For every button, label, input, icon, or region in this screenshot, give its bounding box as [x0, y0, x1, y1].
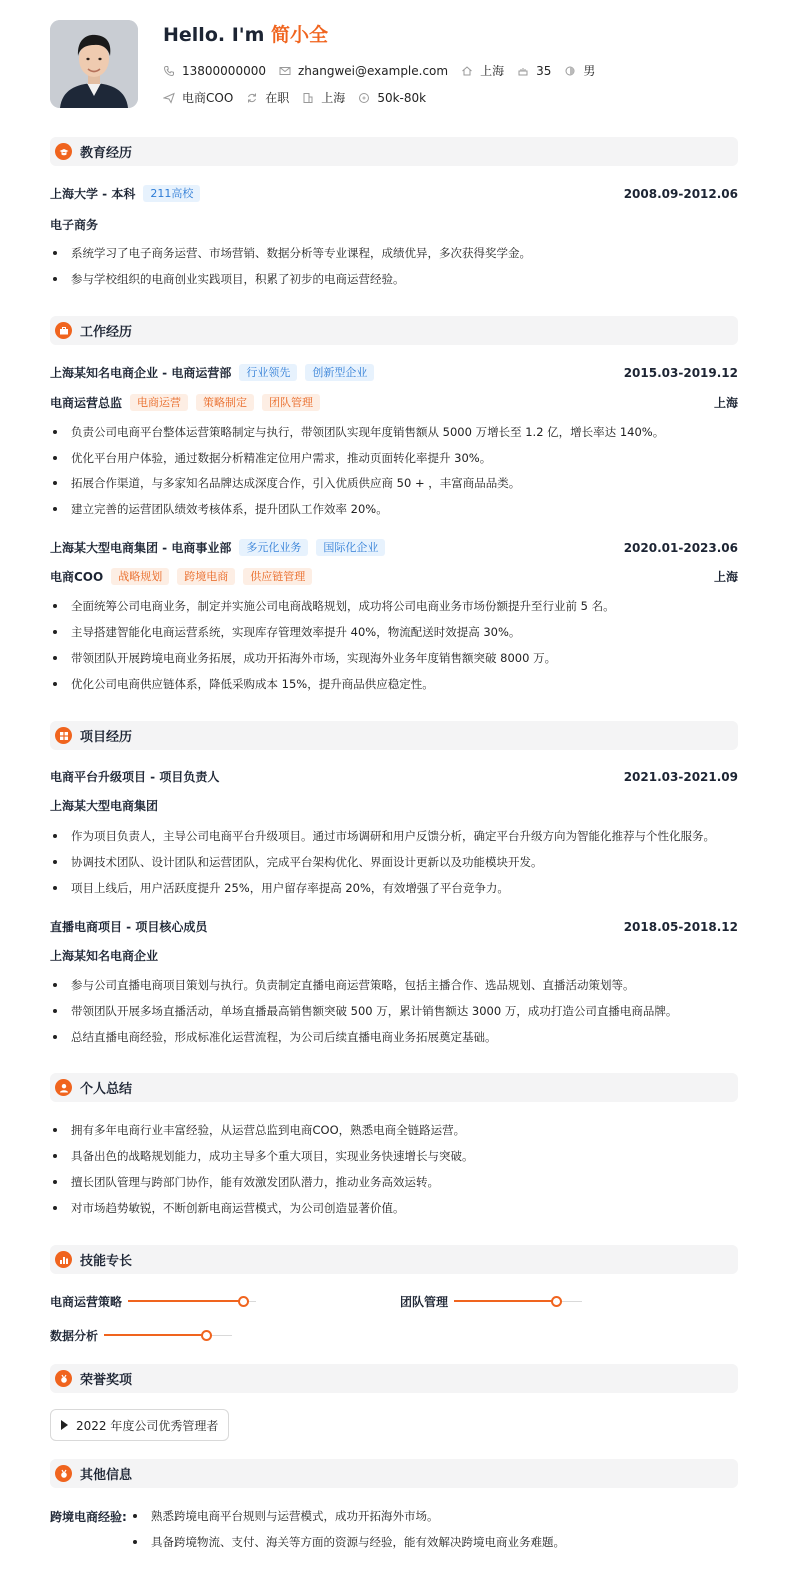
greeting-text: Hello. I'm	[163, 24, 265, 46]
company-tag: 创新型企业	[305, 364, 374, 381]
job-location: 上海	[713, 396, 738, 410]
gender-item	[564, 62, 595, 79]
building-icon	[302, 92, 314, 104]
project-name: 电商平台升级项目 - 项目负责人	[50, 770, 220, 784]
mail-icon	[279, 65, 291, 77]
coin-icon	[358, 92, 370, 104]
skill-tag: 战略规划	[111, 568, 169, 585]
phone-item	[163, 64, 266, 78]
award-item[interactable]	[50, 1409, 229, 1441]
user-icon	[55, 1079, 72, 1096]
job-row	[50, 539, 738, 556]
company-tag: 多元化业务	[239, 539, 308, 556]
job-row	[50, 364, 738, 381]
graduation-cap-icon	[55, 143, 72, 160]
project-org: 上海某知名电商企业	[50, 949, 159, 963]
list-item: 带领团队开展跨境电商业务拓展，成功开拓海外市场，实现海外业务年度销售额突破 8000 万。	[50, 650, 750, 666]
position-item	[163, 89, 233, 106]
list-item: 总结直播电商经验，形成标准化运营流程，为公司后续直播电商业务拓展奠定基础。	[50, 1029, 750, 1045]
greeting	[163, 20, 328, 47]
candidate-name: 简小全	[271, 24, 329, 46]
list-item: 对市场趋势敏锐，不断创新电商运营模式，为公司创造显著价值。	[50, 1200, 750, 1216]
send-icon	[163, 92, 175, 104]
city-item	[461, 62, 504, 79]
section-title: 技能专长	[80, 1254, 133, 1269]
school-name: 上海大学 - 本科	[50, 187, 136, 201]
skill-level-knob	[551, 1296, 562, 1307]
project-org-row	[50, 947, 738, 964]
award-text: 2022 年度公司优秀管理者	[76, 1418, 219, 1433]
job-location: 上海	[713, 570, 738, 584]
list-item: 协调技术团队、设计团队和运营团队，完成平台架构优化、界面设计更新以及功能模块开发。	[50, 854, 750, 870]
skill-tag: 团队管理	[262, 394, 320, 411]
section-title: 其他信息	[80, 1468, 133, 1483]
other-label: 跨境电商经验:	[50, 1510, 127, 1524]
status-item	[246, 89, 289, 106]
section-header-summary	[50, 1073, 738, 1102]
list-item: 优化公司电商供应链体系，降低采购成本 15%，提升商品供应稳定性。	[50, 676, 750, 692]
project-date: 2018.05-2018.12	[623, 919, 738, 934]
section-title: 项目经历	[80, 730, 133, 745]
project-org: 上海某大型电商集团	[50, 799, 159, 813]
section-header-education	[50, 137, 738, 166]
company-name: 上海某大型电商集团 - 电商事业部	[50, 541, 232, 555]
position-text: 电商COO	[182, 91, 234, 105]
phone-icon	[163, 65, 175, 77]
section-header-projects	[50, 721, 738, 750]
list-item: 系统学习了电子商务运营、市场营销、数据分析等专业课程，成绩优异，多次获得奖学金。	[50, 245, 750, 261]
skill-tag: 策略制定	[196, 394, 254, 411]
list-item: 带领团队开展多场直播活动，单场直播最高销售额突破 500 万，累计销售额达 3000 万，成功打造公司直播电商品牌。	[50, 1003, 750, 1019]
section-title: 个人总结	[80, 1082, 133, 1097]
skill-item	[50, 1293, 256, 1310]
list-item: 优化平台用户体验，通过数据分析精准定位用户需求，推动页面转化率提升 30%。	[50, 450, 750, 466]
skill-name: 数据分析	[50, 1329, 99, 1343]
status-text: 在职	[265, 91, 290, 105]
bar-chart-icon	[55, 1251, 72, 1268]
education-row	[50, 185, 738, 202]
caret-right-icon	[61, 1420, 68, 1430]
skill-tag: 电商运营	[130, 394, 188, 411]
medal-icon	[55, 1370, 72, 1387]
email-text: zhangwei@example.com	[297, 63, 449, 78]
home-icon	[461, 65, 473, 77]
list-item: 参与公司直播电商项目策划与执行。负责制定直播电商运营策略，包括主播合作、选品规划、直播活动策划等。	[50, 977, 750, 993]
school-tag: 211高校	[143, 185, 200, 202]
skill-level-bar	[454, 1297, 582, 1307]
skill-tag: 供应链管理	[243, 568, 312, 585]
project-name: 直播电商项目 - 项目核心成员	[50, 920, 208, 934]
list-item: 具备跨境物流、支付、海关等方面的资源与经验，能有效解决跨境电商业务难题。	[130, 1534, 730, 1550]
gender-icon	[564, 65, 576, 77]
skill-level-bar	[128, 1297, 256, 1307]
list-item: 全面统筹公司电商业务，制定并实施公司电商战略规划，成功将公司电商业务市场份额提升至行业前 5 名。	[50, 598, 750, 614]
target-city-item	[302, 89, 345, 106]
list-item: 拥有多年电商行业丰富经验，从运营总监到电商COO，熟悉电商全链路运营。	[50, 1122, 750, 1138]
major-row	[50, 216, 738, 233]
list-item: 熟悉跨境电商平台规则与运营模式，成功开拓海外市场。	[130, 1508, 730, 1524]
list-item: 拓展合作渠道，与多家知名品牌达成深度合作，引入优质供应商 50 + ，丰富商品品类。	[50, 475, 750, 491]
avatar	[50, 20, 138, 108]
section-title: 教育经历	[80, 146, 133, 161]
salary-item	[358, 91, 426, 105]
list-item: 具备出色的战略规划能力，成功主导多个重大项目，实现业务快速增长与突破。	[50, 1148, 750, 1164]
job-date: 2015.03-2019.12	[623, 365, 738, 380]
list-item: 建立完善的运营团队绩效考核体系，提升团队工作效率 20%。	[50, 501, 750, 517]
target-city-text: 上海	[321, 91, 346, 105]
list-item: 参与学校组织的电商创业实践项目，积累了初步的电商运营经验。	[50, 271, 750, 287]
skill-tag: 跨境电商	[177, 568, 235, 585]
skill-level-bar	[104, 1331, 232, 1341]
job-intent-row	[163, 89, 439, 106]
job-role: 电商运营总监	[50, 396, 123, 410]
grid-icon	[55, 727, 72, 744]
role-row	[50, 394, 738, 411]
project-row	[50, 918, 738, 935]
skill-item	[400, 1293, 582, 1310]
city-text: 上海	[480, 64, 505, 78]
skill-name: 电商运营策略	[50, 1295, 123, 1309]
sync-icon	[246, 92, 258, 104]
company-name: 上海某知名电商企业 - 电商运营部	[50, 366, 232, 380]
skill-name: 团队管理	[400, 1295, 449, 1309]
list-item: 作为项目负责人，主导公司电商平台升级项目。通过市场调研和用户反馈分析，确定平台升级方向为智能化推荐与个性化服务。	[50, 828, 750, 844]
list-item: 项目上线后，用户活跃度提升 25%，用户留存率提高 20%，有效增强了平台竞争力。	[50, 880, 750, 896]
phone-text: 13800000000	[182, 63, 266, 78]
briefcase-icon	[55, 322, 72, 339]
gender-text: 男	[583, 64, 596, 78]
cake-icon	[517, 65, 529, 77]
skill-item	[50, 1327, 232, 1344]
section-header-other	[50, 1459, 738, 1488]
role-row	[50, 568, 738, 585]
project-date: 2021.03-2021.09	[623, 769, 738, 784]
skill-level-knob	[201, 1330, 212, 1341]
company-tag: 行业领先	[239, 364, 297, 381]
age-item	[517, 64, 551, 78]
list-item: 主导搭建智能化电商运营系统，实现库存管理效率提升 40%，物流配送时效提高 30%。	[50, 624, 750, 640]
job-role: 电商COO	[50, 570, 104, 584]
salary-text: 50k-80k	[377, 90, 427, 105]
section-header-awards	[50, 1364, 738, 1393]
company-tag: 国际化企业	[316, 539, 385, 556]
project-row	[50, 768, 738, 785]
section-title: 工作经历	[80, 325, 133, 340]
contact-info-row	[163, 62, 608, 79]
project-org-row	[50, 797, 738, 814]
section-header-skills	[50, 1245, 738, 1274]
email-item	[279, 64, 448, 78]
section-header-work	[50, 316, 738, 345]
major: 电子商务	[50, 218, 99, 232]
education-date: 2008.09-2012.06	[623, 186, 738, 201]
list-item: 擅长团队管理与跨部门协作，能有效激发团队潜力，推动业务高效运转。	[50, 1174, 750, 1190]
skill-level-knob	[238, 1296, 249, 1307]
age-text: 35	[536, 63, 552, 78]
medal-icon	[55, 1465, 72, 1482]
list-item: 负责公司电商平台整体运营策略制定与执行，带领团队实现年度销售额从 5000 万增长至 1.2 亿，增长率达 140%。	[50, 424, 750, 440]
section-title: 荣誉奖项	[80, 1373, 133, 1388]
job-date: 2020.01-2023.06	[623, 540, 738, 555]
